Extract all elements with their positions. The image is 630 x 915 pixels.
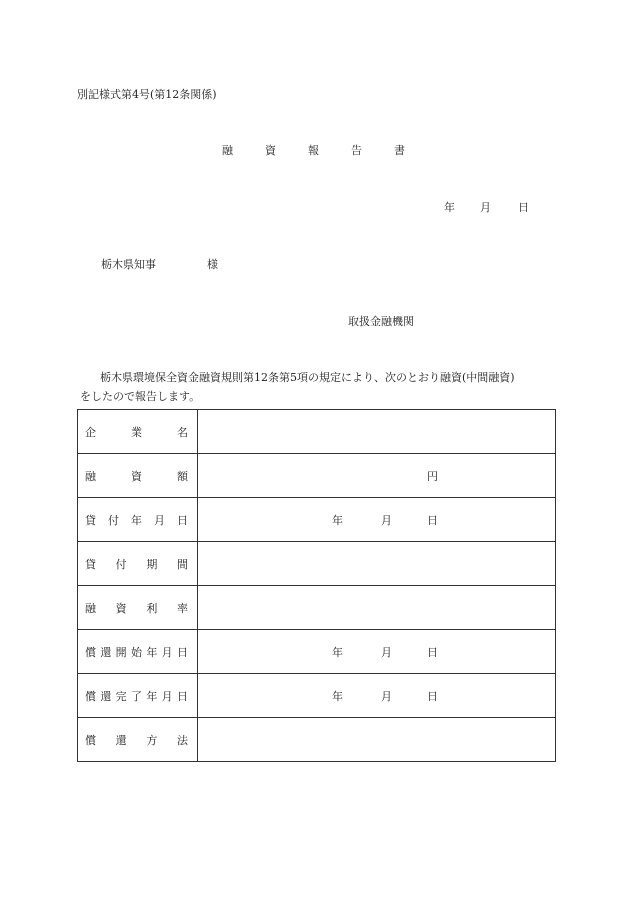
month-unit: 月	[381, 689, 392, 703]
addressee-honorific: 様	[207, 258, 218, 271]
submission-date	[444, 199, 529, 215]
title-char: 書	[394, 144, 405, 157]
label-repayment-method: 償還方法	[78, 718, 198, 762]
loan-amount-field[interactable]	[198, 454, 556, 498]
table-row	[78, 674, 556, 718]
year-unit: 年	[332, 689, 343, 703]
day-unit: 日	[427, 689, 438, 703]
title-char: 融	[222, 144, 233, 157]
repayment-end-field[interactable]	[198, 674, 556, 718]
table-row	[78, 630, 556, 674]
table-row	[78, 454, 556, 498]
date-day: 日	[518, 201, 529, 214]
title-char: 資	[265, 144, 276, 157]
loan-period-field[interactable]	[198, 542, 556, 586]
table-row	[78, 542, 556, 586]
label-interest-rate: 融資利率	[78, 586, 198, 630]
month-unit: 月	[381, 645, 392, 659]
label-loan-date: 貸付年月日	[78, 498, 198, 542]
table-row	[78, 586, 556, 630]
body-line-2: をしたので報告します。	[80, 390, 201, 403]
interest-rate-field[interactable]	[198, 586, 556, 630]
company-name-field[interactable]	[198, 410, 556, 454]
document-title	[222, 142, 405, 158]
label-loan-amount: 融資額	[78, 454, 198, 498]
label-repayment-start: 償還開始年月日	[78, 630, 198, 674]
table-row	[78, 410, 556, 454]
title-char: 告	[351, 144, 362, 157]
loan-date-field[interactable]	[198, 498, 556, 542]
day-unit: 日	[427, 645, 438, 659]
label-company-name: 企業名	[78, 410, 198, 454]
date-month: 月	[480, 201, 491, 214]
date-units	[332, 688, 438, 704]
form-number: 別記様式第4号(第12条関係)	[77, 88, 217, 101]
table-row	[78, 498, 556, 542]
date-units	[332, 644, 438, 660]
yen-unit: 円	[427, 469, 438, 483]
repayment-start-field[interactable]	[198, 630, 556, 674]
date-units	[332, 512, 438, 528]
table-row	[78, 718, 556, 762]
year-unit: 年	[332, 645, 343, 659]
institution-label: 取扱金融機関	[348, 315, 414, 328]
month-unit: 月	[381, 513, 392, 527]
year-unit: 年	[332, 513, 343, 527]
title-char: 報	[308, 144, 319, 157]
addressee-name: 栃木県知事	[101, 258, 156, 271]
repayment-method-field[interactable]	[198, 718, 556, 762]
report-table	[77, 409, 556, 762]
day-unit: 日	[427, 513, 438, 527]
addressee	[101, 256, 218, 272]
label-repayment-end: 償還完了年月日	[78, 674, 198, 718]
body-line-1: 栃木県環境保全資金融資規則第12条第5項の規定により、次のとおり融資(中間融資)	[100, 371, 515, 384]
date-year: 年	[444, 201, 455, 214]
body-text	[77, 368, 557, 406]
label-loan-period: 貸付期間	[78, 542, 198, 586]
